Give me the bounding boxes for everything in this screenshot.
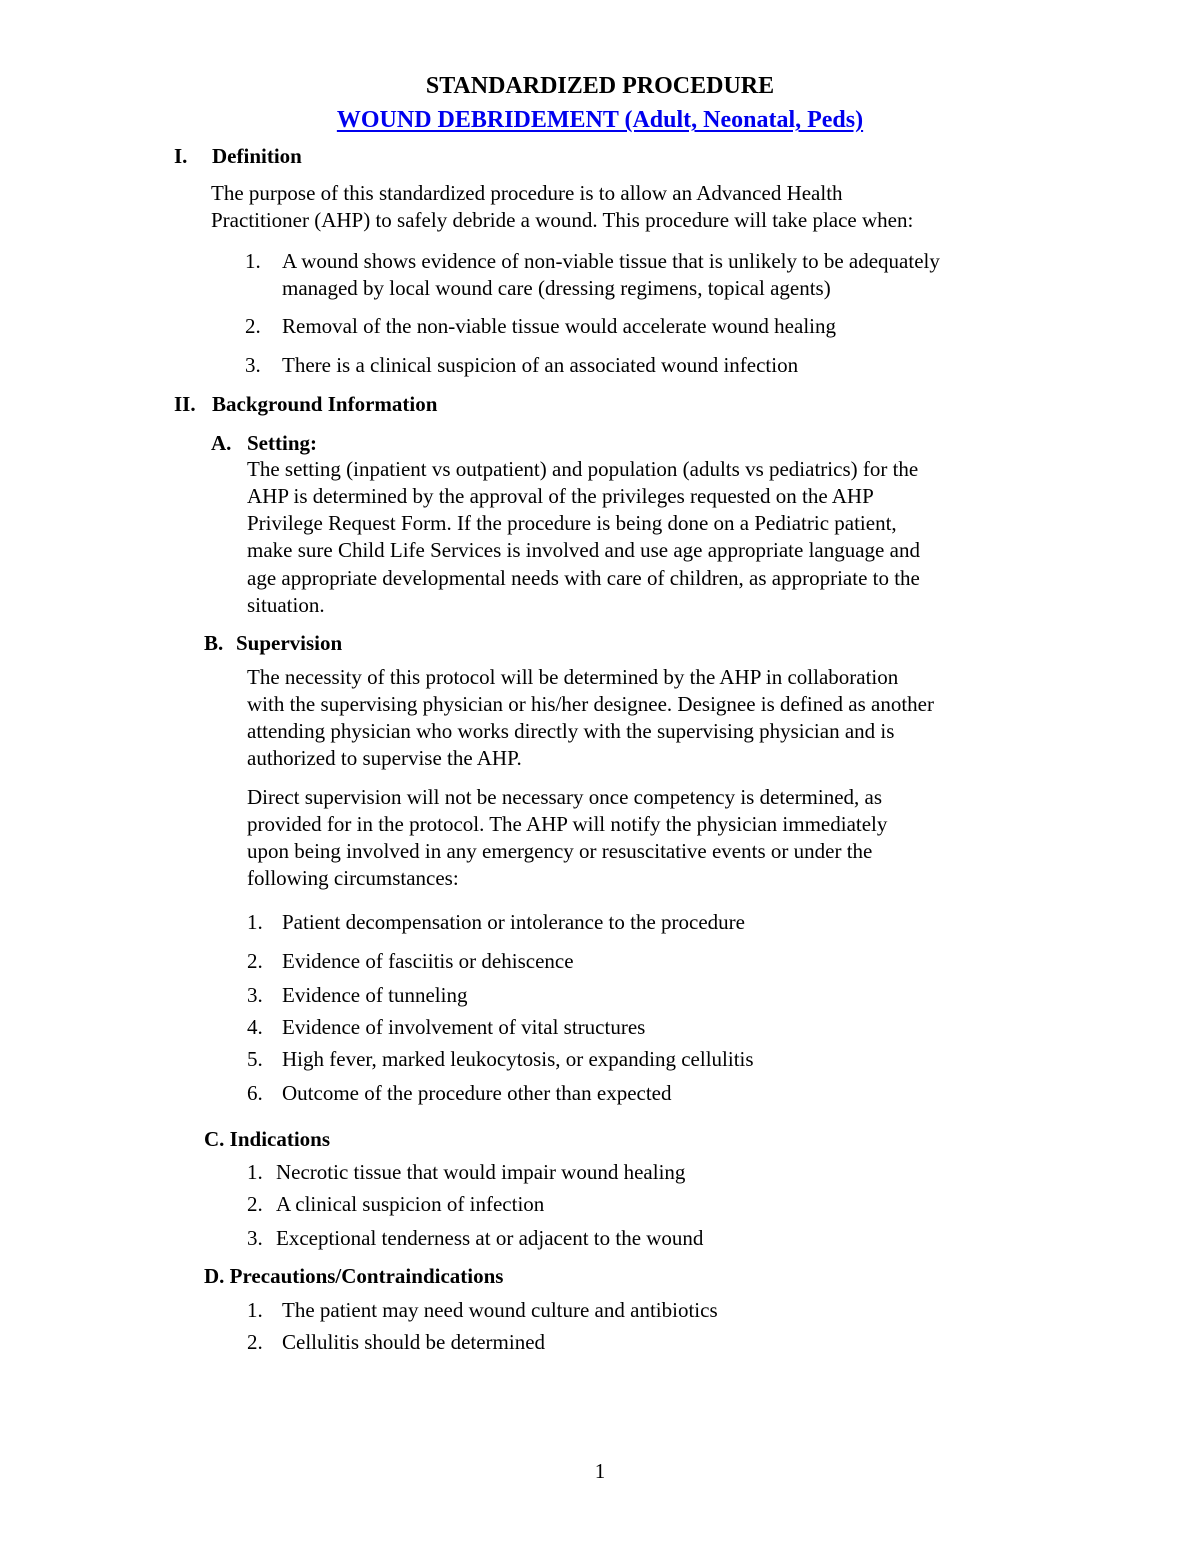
supervision-para2-line: Direct supervision will not be necessary once competency is determined, as: [247, 785, 883, 809]
supervision-para1-line: attending physician who works directly with the supervising physician and is: [247, 719, 895, 743]
supervision-item-text: Evidence of tunneling: [282, 983, 468, 1007]
setting-line: The setting (inpatient vs outpatient) and population (adults vs pediatrics) for the: [247, 457, 919, 481]
precautions-item-number: 2.: [247, 1330, 263, 1354]
setting-line: situation.: [247, 593, 325, 617]
document-subtitle: [0, 106, 1200, 134]
indications-item-text: Necrotic tissue that would impair wound healing: [276, 1160, 686, 1184]
setting-line: make sure Child Life Services is involved and use age appropriate language and: [247, 538, 920, 562]
supervision-item-number: 5.: [247, 1047, 263, 1071]
precautions-heading: D. Precautions/Contraindications: [204, 1264, 504, 1288]
indications-item-number: 1.: [247, 1160, 263, 1184]
indications-item-text: A clinical suspicion of infection: [276, 1192, 545, 1216]
precautions-item-number: 1.: [247, 1298, 263, 1322]
precautions-item-text: Cellulitis should be determined: [282, 1330, 546, 1354]
indications-item-number: 2.: [247, 1192, 263, 1216]
supervision-item-text: High fever, marked leukocytosis, or expanding cellulitis: [282, 1047, 754, 1071]
supervision-item-number: 2.: [247, 949, 263, 973]
supervision-letter: B.: [204, 631, 224, 655]
setting-letter: A.: [211, 431, 232, 455]
supervision-item-text: Evidence of fasciitis or dehiscence: [282, 949, 574, 973]
indications-item-number: 3.: [247, 1226, 263, 1250]
definition-item-number: 1.: [245, 249, 261, 273]
supervision-item-text: Patient decompensation or intolerance to the procedure: [282, 910, 745, 934]
supervision-para2-line: upon being involved in any emergency or resuscitative events or under the: [247, 839, 873, 863]
indications-heading: C. Indications: [204, 1127, 331, 1151]
indications-item-text: Exceptional tenderness at or adjacent to the wound: [276, 1226, 704, 1250]
setting-line: age appropriate developmental needs with care of children, as appropriate to the: [247, 566, 920, 590]
supervision-item-number: 1.: [247, 910, 263, 934]
definition-item-text: A wound shows evidence of non-viable tissue that is unlikely to be adequately: [282, 249, 940, 273]
supervision-para1-line: The necessity of this protocol will be determined by the AHP in collaboration: [247, 665, 899, 689]
definition-item-text: managed by local wound care (dressing regimens, topical agents): [282, 276, 831, 300]
supervision-item-text: Evidence of involvement of vital structures: [282, 1015, 646, 1039]
definition-item-text: There is a clinical suspicion of an associated wound infection: [282, 353, 799, 377]
section-2-heading: Background Information: [212, 392, 438, 416]
precautions-item-text: The patient may need wound culture and antibiotics: [282, 1298, 718, 1322]
definition-paragraph-line: The purpose of this standardized procedure is to allow an Advanced Health: [211, 181, 843, 205]
section-2-numeral: II.: [174, 392, 196, 416]
page-number: 1: [594, 1459, 606, 1483]
subtitle-link[interactable]: WOUND DEBRIDEMENT (Adult, Neonatal, Peds): [336, 107, 864, 133]
supervision-item-number: 3.: [247, 983, 263, 1007]
document-title: STANDARDIZED PROCEDURE: [425, 73, 775, 99]
definition-item-number: 2.: [245, 314, 261, 338]
supervision-item-number: 4.: [247, 1015, 263, 1039]
setting-line: Privilege Request Form. If the procedure is being done on a Pediatric patient,: [247, 511, 897, 535]
section-1-numeral: I.: [174, 144, 188, 168]
definition-paragraph-line: Practitioner (AHP) to safely debride a wound. This procedure will take place when:: [211, 208, 914, 232]
section-1-heading: Definition: [212, 144, 302, 168]
supervision-para2-line: following circumstances:: [247, 866, 459, 890]
supervision-heading: Supervision: [236, 631, 343, 655]
definition-item-text: Removal of the non-viable tissue would accelerate wound healing: [282, 314, 836, 338]
setting-line: AHP is determined by the approval of the privileges requested on the AHP: [247, 484, 874, 508]
supervision-item-text: Outcome of the procedure other than expected: [282, 1081, 672, 1105]
supervision-para1-line: with the supervising physician or his/her designee. Designee is defined as another: [247, 692, 934, 716]
definition-item-number: 3.: [245, 353, 261, 377]
supervision-para1-line: authorized to supervise the AHP.: [247, 746, 522, 770]
supervision-item-number: 6.: [247, 1081, 263, 1105]
setting-heading: Setting:: [247, 431, 317, 455]
supervision-para2-line: provided for in the protocol. The AHP will notify the physician immediately: [247, 812, 888, 836]
